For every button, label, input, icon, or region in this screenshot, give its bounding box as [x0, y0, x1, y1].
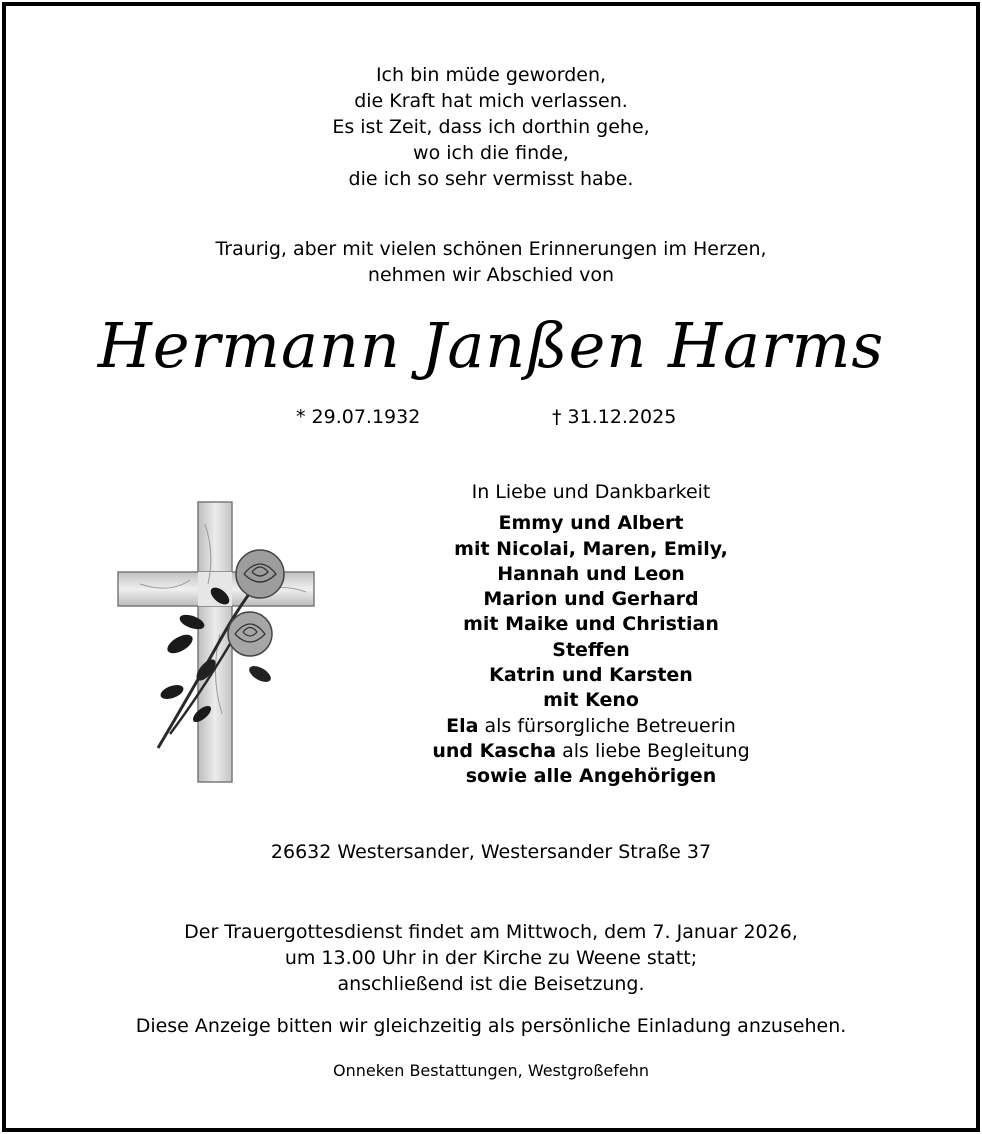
- mourner-line: Ela als fürsorgliche Betreuerin: [446, 714, 736, 737]
- service-line: um 13.00 Uhr in der Kirche zu Weene statt;: [284, 947, 698, 969]
- undertaker: Onneken Bestattungen, Westgroßefehn: [332, 1061, 650, 1080]
- address: 26632 Westersander, Westersander Straße 37: [270, 841, 712, 863]
- poem: [6, 62, 976, 192]
- marble-cross-with-roses-icon: [110, 494, 320, 794]
- intro-line: Traurig, aber mit vielen schönen Erinnerungen im Herzen,: [215, 238, 767, 260]
- mourner-line: Marion und Gerhard: [483, 588, 699, 611]
- service-info: [6, 919, 976, 997]
- mourner-line: mit Maike und Christian: [463, 613, 719, 636]
- service-line: anschließend ist die Beisetzung.: [337, 973, 645, 995]
- poem-line: wo ich die finde,: [413, 142, 569, 164]
- mourner-line: Hannah und Leon: [497, 562, 685, 585]
- mourner-line: mit Keno: [543, 689, 639, 712]
- poem-line: die Kraft hat mich verlassen.: [354, 90, 628, 112]
- intro-text: [6, 236, 976, 288]
- mourner-line: und Kascha als liebe Begleitung: [432, 739, 750, 762]
- birth-date: * 29.07.1932: [296, 406, 421, 428]
- poem-line: die ich so sehr vermisst habe.: [348, 168, 634, 190]
- death-date: † 31.12.2025: [552, 406, 677, 428]
- invitation-note: Diese Anzeige bitten wir gleichzeitig als persönliche Einladung anzusehen.: [135, 1015, 847, 1037]
- mourner-line: Steffen: [552, 638, 630, 661]
- obituary-card: [2, 2, 980, 1132]
- mourners-list: [386, 480, 796, 790]
- mourner-line: mit Nicolai, Maren, Emily,: [454, 537, 728, 560]
- mourner-line: sowie alle Angehörigen: [465, 765, 717, 788]
- deceased-name: Hermann Janßen Harms: [97, 309, 885, 382]
- dedication: In Liebe und Dankbarkeit: [471, 481, 711, 503]
- mourner-line: Katrin und Karsten: [489, 664, 693, 687]
- service-line: Der Trauergottesdienst findet am Mittwoch, dem 7. Januar 2026,: [184, 921, 798, 943]
- mourner-line: Emmy und Albert: [498, 512, 684, 535]
- poem-line: Es ist Zeit, dass ich dorthin gehe,: [332, 116, 650, 138]
- poem-line: Ich bin müde geworden,: [375, 64, 607, 86]
- intro-line: nehmen wir Abschied von: [367, 264, 615, 286]
